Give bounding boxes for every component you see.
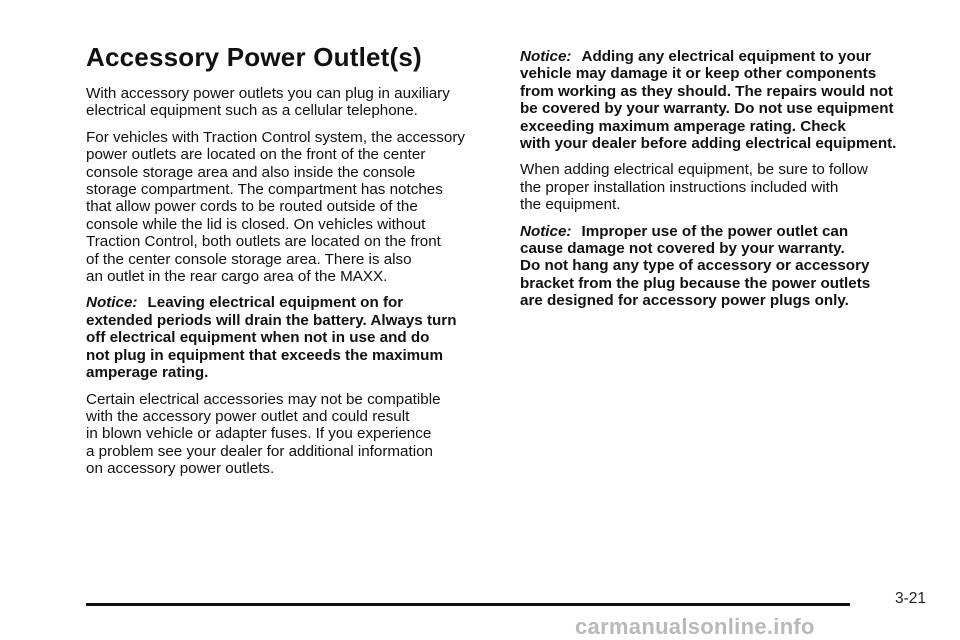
- notice-text: Improper use of the power outlet can cause damage not covered by your warranty. Do not hang any type of accessory or accessory bracket from the plug because the power outlets are designed for accessory power plugs only.: [520, 222, 871, 310]
- equipment-notice: [520, 48, 932, 152]
- misuse-notice: [520, 223, 932, 310]
- notice-label: Notice:: [86, 294, 138, 312]
- location-paragraph: For vehicles with Traction Control system, the accessory power outlets are located on the front of the center console storage area and also inside the console storage compartment. The compartment has notches that allow power cords to be routed outside of the console while the lid is closed. On vehicles without Traction Control, both outlets are located on the front of the center console storage area. There is also an outlet in the rear cargo area of the MAXX.: [86, 128, 465, 286]
- notice-label: Notice:: [520, 48, 572, 65]
- left-column: [86, 42, 496, 487]
- notice-text: Adding any electrical equipment to your vehicle may damage it or keep other components from working as they should. The repairs would not be covered by your warranty. Do not use equipment exceeding maximum amperage rating. Check with your dealer before adding electrical equipment.: [520, 48, 897, 153]
- right-column: [520, 48, 932, 319]
- footer-rule: [86, 603, 850, 606]
- page-number: 3-21: [895, 590, 927, 607]
- battery-notice: [86, 294, 496, 381]
- installation-paragraph: When adding electrical equipment, be sure to follow the proper installation instructions included with the equipment.: [520, 161, 868, 214]
- notice-text: Leaving electrical equipment on for extended periods will drain the battery. Always turn off electrical equipment when not in use and do not plug in equipment that exceeds the maximum amperage rating.: [86, 294, 457, 382]
- intro-paragraph: With accessory power outlets you can plug in auxiliary electrical equipment such as a cellular telephone.: [86, 85, 450, 120]
- page-title: Accessory Power Outlet(s): [86, 42, 422, 72]
- compatibility-paragraph: Certain electrical accessories may not be compatible with the accessory power outlet and could result in blown vehicle or adapter fuses. If you experience a problem see your dealer for additional information on accessory power outlets.: [86, 390, 441, 478]
- watermark: carmanualsonline.info: [575, 614, 815, 639]
- notice-label: Notice:: [520, 222, 572, 240]
